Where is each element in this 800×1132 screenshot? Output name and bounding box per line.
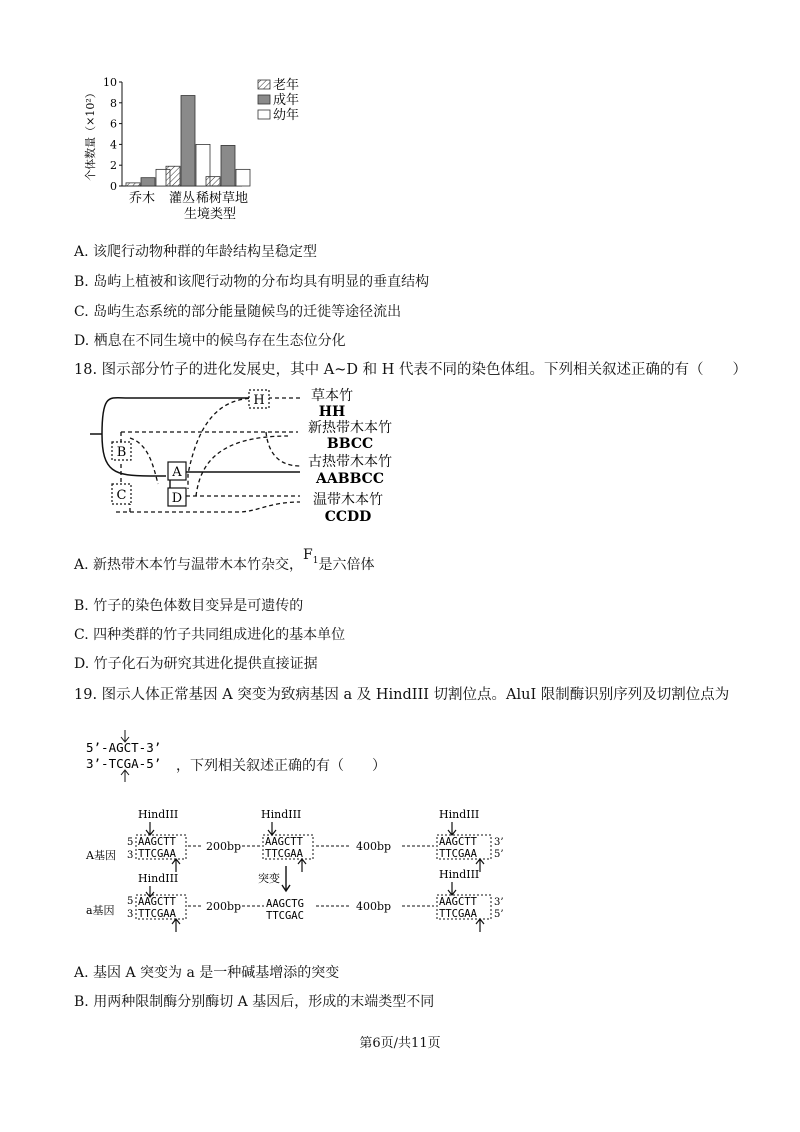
species-name-neotropical: 新热带木本竹 <box>308 420 392 436</box>
svg-text:TTCGAA: TTCGAA <box>439 848 477 860</box>
q17-option-c: C. 岛屿生态系统的部分能量随候鸟的迁徙等途径流出 <box>74 304 402 320</box>
q17-option-b: B. 岛屿上植被和该爬行动物的分布均具有明显的垂直结构 <box>74 274 430 290</box>
svg-text:200bp: 200bp <box>206 900 242 913</box>
species-name-temperate: 温带木本竹 <box>313 492 383 508</box>
svg-text:HindIII: HindIII <box>439 868 480 881</box>
x-tick-label: 灌丛 <box>168 191 196 206</box>
svg-text:AAGCTT: AAGCTT <box>265 836 303 848</box>
genome-box-b: B <box>116 445 127 460</box>
svg-text:5’: 5’ <box>494 849 504 860</box>
q18-option-a: A. 新热带木本竹与温带木本竹杂交，$F^1$是六倍体 <box>74 547 375 573</box>
svg-text:3’: 3’ <box>494 837 504 848</box>
q19-option-a: A. 基因 A 突变为 a 是一种碱基增添的突变 <box>74 965 340 981</box>
legend-swatch <box>258 110 270 119</box>
species-name-paleotropical: 古热带木本竹 <box>308 454 392 470</box>
gene-a-label: A基因 <box>86 849 116 862</box>
q18-option-c: C. 四种类群的竹子共同组成进化的基本单位 <box>74 627 346 643</box>
species-genome-aabbcc: AABBCC <box>316 471 384 487</box>
bar <box>181 96 195 186</box>
legend-label: 成年 <box>273 93 300 108</box>
svg-text:AAGCTG: AAGCTG <box>266 898 304 910</box>
bamboo-evolution-diagram <box>88 384 418 529</box>
svg-text:TTCGAC: TTCGAC <box>266 910 304 922</box>
svg-text:AAGCTT: AAGCTT <box>439 836 477 848</box>
legend-label: 幼年 <box>273 108 300 123</box>
svg-text:HindIII: HindIII <box>261 808 302 821</box>
legend-swatch <box>258 80 270 89</box>
svg-text:TTCGAA: TTCGAA <box>138 908 176 920</box>
legend-label: 老年 <box>273 78 300 93</box>
y-axis-label: 个体数量（×10²） <box>84 87 97 181</box>
y-tick-label: 2 <box>110 159 117 173</box>
bar <box>141 178 155 186</box>
svg-text:HindIII: HindIII <box>138 872 179 885</box>
svg-text:5’: 5’ <box>494 909 504 920</box>
y-tick-label: 8 <box>110 96 117 110</box>
svg-text:5: 5 <box>127 896 134 907</box>
q17-option-d: D. 栖息在不同生境中的候鸟存在生态位分化 <box>74 333 346 349</box>
species-genome-hh: HH <box>318 404 346 420</box>
svg-text:AAGCTT: AAGCTT <box>138 896 176 908</box>
svg-text:3’: 3’ <box>494 897 504 908</box>
svg-text:3: 3 <box>127 909 134 920</box>
y-tick-label: 4 <box>110 138 117 152</box>
bar <box>206 177 220 186</box>
y-tick-label: 0 <box>110 180 117 193</box>
mutation-label: 突变 <box>258 872 280 885</box>
svg-text:TTCGAA: TTCGAA <box>138 848 176 860</box>
svg-text:TTCGAA: TTCGAA <box>265 848 303 860</box>
x-tick-label: 乔木 <box>128 191 156 206</box>
svg-text:3: 3 <box>127 850 134 861</box>
q19-option-b: B. 用两种限制酶分别酶切 A 基因后，形成的末端类型不同 <box>74 994 435 1010</box>
alui-seq-top: 5’-AGCT-3’ <box>86 740 162 755</box>
gene-a-mutant-label: a基因 <box>86 904 115 917</box>
q18-stem: 18. 图示部分竹子的进化发展史，其中 A~D 和 H 代表不同的染色体组。下列相关叙述正确的有（ ） <box>74 362 747 378</box>
x-axis-label: 生境类型 <box>183 207 237 222</box>
hindiii-gene-diagram <box>80 806 520 936</box>
bar <box>166 166 180 186</box>
genome-box-d: D <box>171 491 183 506</box>
age-structure-bar-chart <box>80 74 320 224</box>
q19-stem: 19. 图示人体正常基因 A 突变为致病基因 a 及 HindIII 切割位点。AluⅠ 限制酶识别序列及切割位点为 <box>74 687 730 703</box>
alui-seq-bottom: 3’-TCGA-5’ <box>86 756 162 771</box>
genome-box-c: C <box>116 488 127 503</box>
q19-stem-continued: ，下列相关叙述正确的有（ ） <box>176 758 386 774</box>
bar <box>126 183 140 186</box>
y-tick-label: 6 <box>110 117 117 131</box>
svg-text:400bp: 400bp <box>356 900 392 913</box>
enzyme-label: HindIII <box>138 808 179 821</box>
q18-option-b: B. 竹子的染色体数目变异是可遗传的 <box>74 598 304 614</box>
species-genome-bbcc: BBCC <box>326 436 374 452</box>
genome-box-a: A <box>172 465 182 480</box>
q18-option-d: D. 竹子化石为研究其进化提供直接证据 <box>74 656 318 672</box>
legend-swatch <box>258 95 270 104</box>
svg-text:5: 5 <box>127 837 134 848</box>
bar <box>236 169 250 186</box>
x-tick-label: 稀树草地 <box>195 191 249 206</box>
species-name-herbaceous: 草本竹 <box>311 388 353 404</box>
svg-text:AAGCTT: AAGCTT <box>138 836 176 848</box>
svg-text:200bp: 200bp <box>206 840 242 853</box>
svg-text:HindIII: HindIII <box>439 808 480 821</box>
page-footer: 第6页/共11页 <box>359 1036 441 1051</box>
q17-option-a: A. 该爬行动物种群的年龄结构呈稳定型 <box>74 244 318 260</box>
svg-text:AAGCTT: AAGCTT <box>439 896 477 908</box>
species-genome-ccdd: CCDD <box>324 509 372 525</box>
y-tick-label: 10 <box>103 76 117 89</box>
svg-text:400bp: 400bp <box>356 840 392 853</box>
genome-box-h: H <box>253 393 265 408</box>
bar <box>221 145 235 186</box>
svg-text:TTCGAA: TTCGAA <box>439 908 477 920</box>
